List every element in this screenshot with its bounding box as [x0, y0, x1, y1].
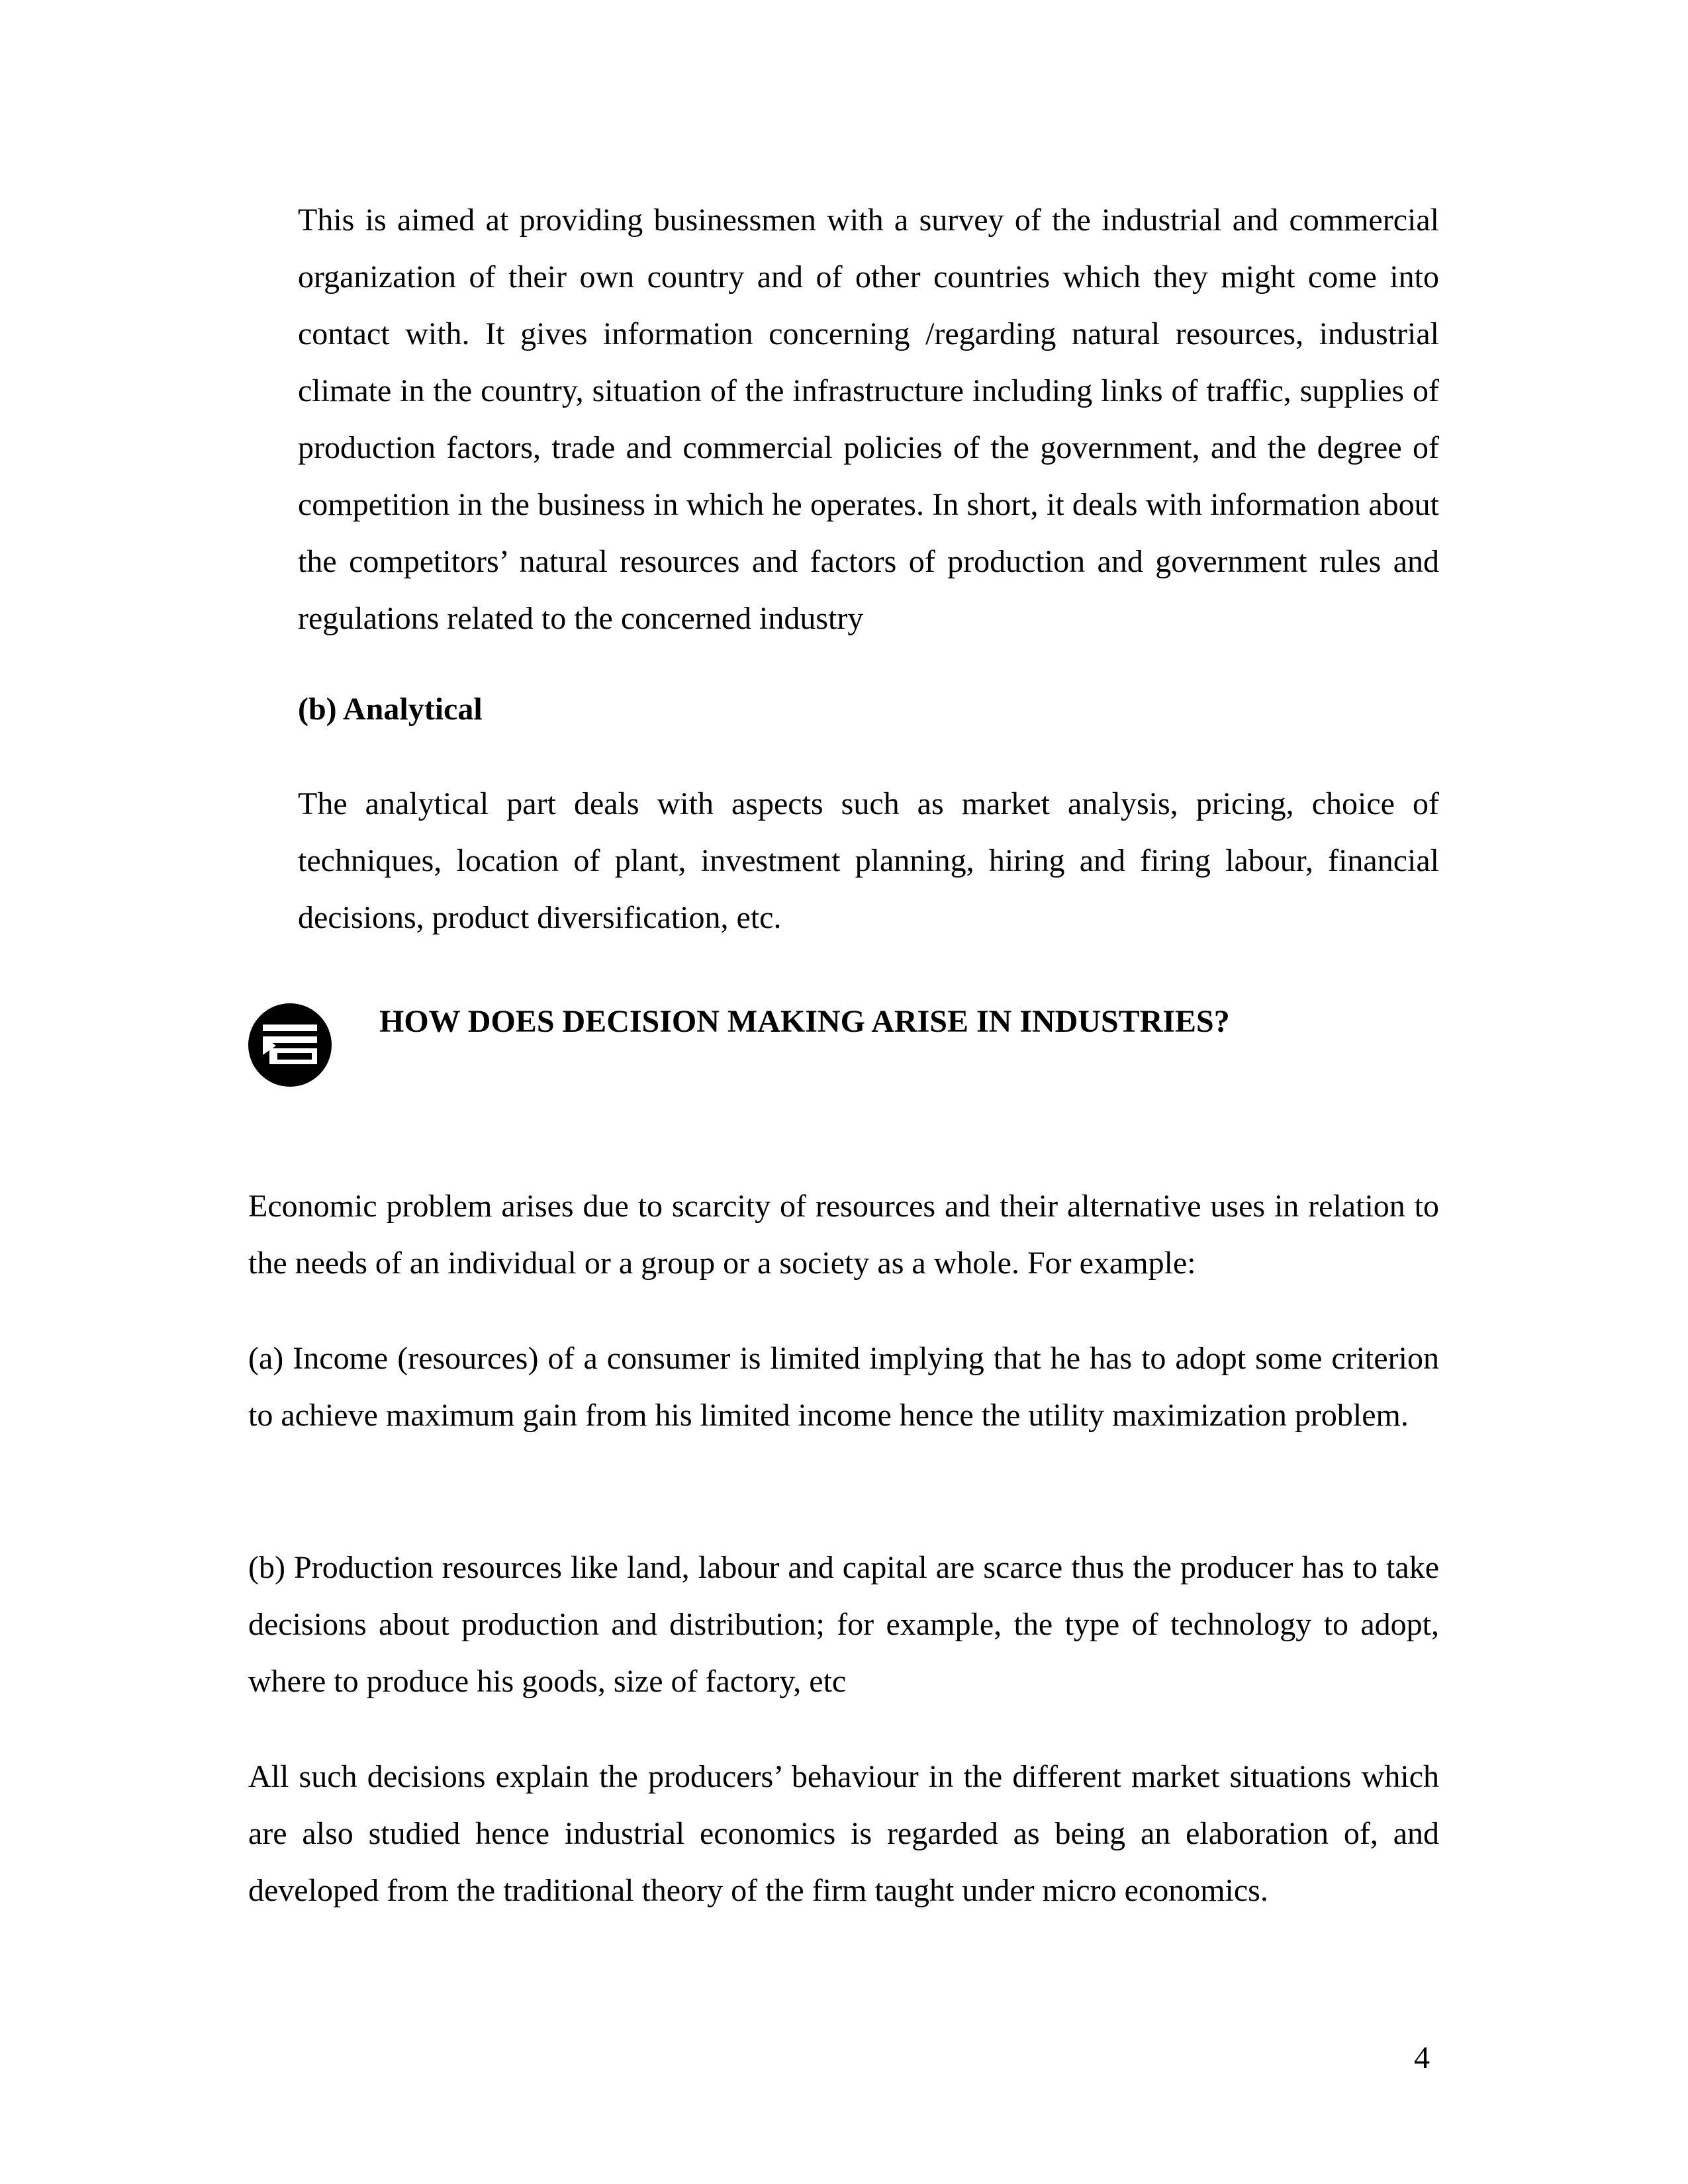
notes-list-icon	[247, 1002, 333, 1088]
page-number: 4	[1414, 2040, 1430, 2075]
economic-problem-paragraph: Economic problem arises due to scarcity of resources and their alternative uses in relation to the needs of an individual or a group or a society as a whole. For example:	[248, 1189, 1439, 1281]
list-item-a: (a) Income (resources) of a consumer is limited implying that he has to adopt some criterion to achieve maximum gain from his limited income hence the utility maximization problem.	[248, 1341, 1439, 1433]
intro-paragraph: This is aimed at providing businessmen with a survey of the industrial and commercial organization of their own country and of other countries which they might come into contact with. It gives information concerning /regarding natural resources, industrial climate in the country, situation of the infrastructure including links of traffic, supplies of production factors, trade and commercial policies of the government, and the degree of competition in the business in which he operates. In short, it deals with information about the competitors’ natural resources and factors of production and government rules and regulations related to the concerned industry	[298, 203, 1439, 636]
analytical-paragraph: The analytical part deals with aspects such as market analysis, pricing, choice of techniques, location of plant, investment planning, hiring and firing labour, financial decisions, product diversification, etc.	[298, 786, 1439, 935]
closing-paragraph: All such decisions explain the producers’ behaviour in the different market situations which are also studied hence industrial economics is regarded as being an elaboration of, and developed from the traditional theory of the firm taught under micro economics.	[248, 1759, 1439, 1908]
list-item-b: (b) Production resources like land, labour and capital are scarce thus the producer has to take decisions about production and distribution; for example, the type of technology to adopt, where to produce his goods, size of factory, etc	[248, 1550, 1439, 1699]
subheading-analytical: (b) Analytical	[298, 692, 483, 727]
section-heading: HOW DOES DECISION MAKING ARISE IN INDUSTRIES?	[379, 1004, 1230, 1039]
